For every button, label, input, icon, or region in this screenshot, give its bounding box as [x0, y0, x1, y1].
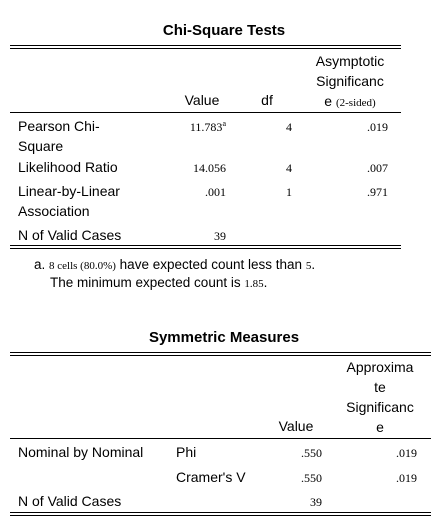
- table-top-rule: [10, 45, 401, 46]
- footnote-end: .: [311, 257, 316, 272]
- table-top-rule: [10, 352, 431, 353]
- row-label-valid-cases: N of Valid Cases: [18, 493, 122, 509]
- likelihood-sig: .007: [367, 161, 388, 175]
- header-sig-line-2: Significanc: [316, 73, 384, 89]
- header-sig-line-3: e (2-sided): [324, 93, 376, 109]
- header-significance: [302, 51, 398, 113]
- valid-cases-value: 39: [310, 495, 322, 509]
- row-label-line: Square: [18, 138, 64, 154]
- row-label-line: Association: [18, 203, 90, 219]
- measure-cramers-v: Cramer's V: [176, 469, 246, 485]
- footnote-cells: 8 cells (80.0%): [49, 260, 116, 272]
- footnote-number: 1.85: [244, 278, 264, 290]
- header-sig-line-2: te: [374, 379, 386, 395]
- cramers-v-value: .550: [301, 471, 322, 485]
- header-sig-line-3: Significanc: [346, 399, 414, 415]
- valid-cases-value: 39: [214, 229, 226, 243]
- likelihood-value: 14.056: [193, 161, 226, 175]
- header-rule: [10, 112, 401, 113]
- group-label-nominal: Nominal by Nominal: [18, 444, 144, 460]
- pearson-value: [160, 117, 226, 137]
- footnote-marker: a: [222, 119, 226, 128]
- table-bottom-rule: [10, 512, 431, 513]
- symmetric-title: Symmetric Measures: [148, 329, 300, 346]
- header-rule: [10, 438, 431, 439]
- header-value: Value: [278, 418, 314, 434]
- chi-square-title: Chi-Square Tests: [162, 22, 286, 39]
- header-df: df: [261, 92, 273, 108]
- row-label-pearson: [18, 116, 100, 156]
- header-sig-line-4: e: [376, 419, 384, 435]
- footnote-text: have expected count less than: [115, 257, 306, 272]
- table-bottom-rule-2: [10, 248, 401, 249]
- row-label-linear: [18, 181, 120, 221]
- footnote-line-2: [50, 273, 267, 294]
- table-top-rule-2: [10, 355, 431, 356]
- footnote-end: .: [263, 275, 268, 290]
- row-label-line: Linear-by-Linear: [18, 183, 120, 199]
- phi-sig: .019: [396, 446, 417, 460]
- footnote-prefix: a.: [34, 257, 50, 272]
- row-label-valid-cases: N of Valid Cases: [18, 227, 122, 243]
- header-sig-line-1: Approxima: [346, 359, 414, 375]
- footnote-number: 5: [305, 260, 312, 272]
- table-top-rule-2: [10, 48, 401, 49]
- header-significance: [332, 357, 428, 437]
- pearson-df: 4: [286, 120, 292, 134]
- header-sig-line-1: Asymptotic: [315, 53, 385, 69]
- table-bottom-rule-2: [10, 515, 431, 516]
- phi-value: .550: [301, 446, 322, 460]
- table-bottom-rule: [10, 245, 401, 246]
- likelihood-df: 4: [286, 161, 292, 175]
- linear-df: 1: [286, 185, 292, 199]
- row-label-likelihood: Likelihood Ratio: [18, 159, 118, 175]
- footnote-text: The minimum expected count is: [50, 275, 245, 290]
- row-label-line: Pearson Chi-: [18, 118, 100, 134]
- linear-sig: .971: [367, 185, 388, 199]
- header-value: Value: [184, 92, 220, 108]
- linear-value: .001: [205, 185, 226, 199]
- pearson-sig: .019: [367, 120, 388, 134]
- pearson-value-text: 11.783: [189, 120, 223, 134]
- cramers-v-sig: .019: [396, 471, 417, 485]
- measure-phi: Phi: [176, 444, 197, 460]
